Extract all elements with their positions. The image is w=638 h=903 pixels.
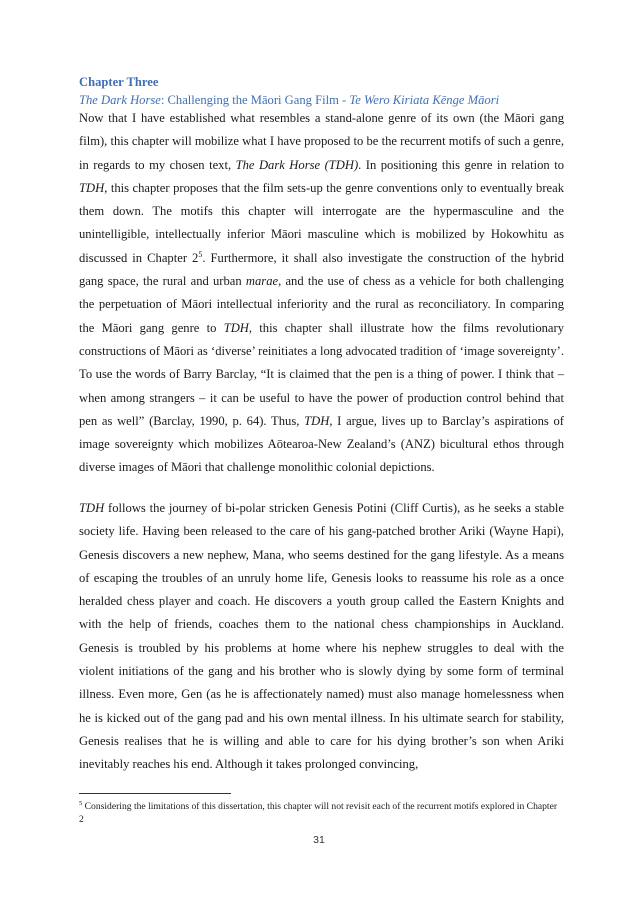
text-run: , and the use of chess as a vehicle for both challenging the perpetuation of Māori intellectual inferiority and the rural as reconciliatory. In comparing the Māori gang genre to (79, 274, 564, 335)
text-run: . Furthermore, it shall also investigate the construction of the hybrid gang space, the rural and urban (79, 250, 564, 289)
text-run: Now that I have established what resembles a stand-alone genre of its own (the Māori gang film), this chapter will mobilize what I have proposed to be the recurrent motifs of such a genre, in regards to my chosen text, (79, 111, 564, 172)
film-abbr: TDH (79, 180, 105, 195)
chapter-heading: Chapter Three (79, 75, 159, 89)
subtitle-maori-title: Te Wero Kiriata Kēnge Māori (349, 93, 500, 107)
film-abbr: TDH (79, 501, 105, 515)
term-marae: marae (245, 274, 279, 289)
subtitle-film-title: The Dark Horse (79, 93, 161, 107)
paragraph-intro (79, 107, 564, 480)
text-run: follows the journey of bi-polar stricken Genesis Potini (Cliff Curtis), as he seeks a stable society life. Having been released to the care of his gang-patched brother Ariki (Wayne Hapi), Genesis discovers a new nephew, Mana, who seems destined for the gang lifestyle. As a means of escaping the troubles of an unruly home life, Genesis looks to reassume his role as a once heralded chess player and coach. He discovers a youth group called the Eastern Knights and with the help of friends, coaches them to the national chess championships in Auckland. Genesis is troubled by his problems at home where his nephew struggles to deal with the violent initiations of the gang and his brother who is slowly dying by some form of terminal illness. Even more, Gen (as he is affectionately named) must also manage homelessness when he is kicked out of the gang pad and his own mental illness. In his ultimate search for stability, Genesis realises that he is willing and able to care for his dying brother’s son when Ariki inevitably reaches his end. Although it takes prolonged convincing, (79, 501, 564, 772)
footnote-reference[interactable]: 5 (198, 249, 203, 259)
text-run: . In positioning this genre in relation to (358, 157, 564, 172)
page-number: 31 (313, 834, 325, 846)
footnote-number: 5 (79, 799, 83, 807)
footnote-text: Considering the limitations of this dissertation, this chapter will not revisit each of the recurrent motifs explored in Chapter 2 (79, 801, 558, 825)
footnote (79, 800, 564, 826)
chapter-subtitle (79, 92, 579, 108)
text-run: , I argue, lives up to Barclay’s aspirations of image sovereignty which mobilizes Aōtearoa-New Zealand’s (ANZ) bicultural ethos through diverse images of Māori that challenge monolithic colonial depictions. (79, 413, 564, 475)
text-run: , this chapter proposes that the film sets-up the genre conventions only to eventually break them down. The motifs this chapter will interrogate are the hypermasculine and the unintelligible, intellectually inferior Māori masculine which is mobilized by Hokowhitu as discussed in Chapter 2 (79, 180, 564, 265)
paragraph-synopsis (79, 497, 564, 777)
footnote-divider (79, 793, 231, 794)
film-title: The Dark Horse (TDH) (235, 157, 359, 172)
film-abbr: TDH (304, 413, 330, 428)
film-abbr: TDH (223, 320, 249, 335)
subtitle-text: : Challenging the Māori Gang Film - (160, 93, 350, 107)
text-run: , this chapter shall illustrate how the films revolutionary constructions of Māori as ‘diverse’ reinitiates a long advocated tradition of ‘image sovereignty’. To use the words of Barry Barclay, “It is claimed that the pen is a thing of power. I think that – when among strangers – it can be useful to have the power of production control behind that pen as well” (Barclay, 1990, p. 64). Thus, (79, 320, 564, 428)
